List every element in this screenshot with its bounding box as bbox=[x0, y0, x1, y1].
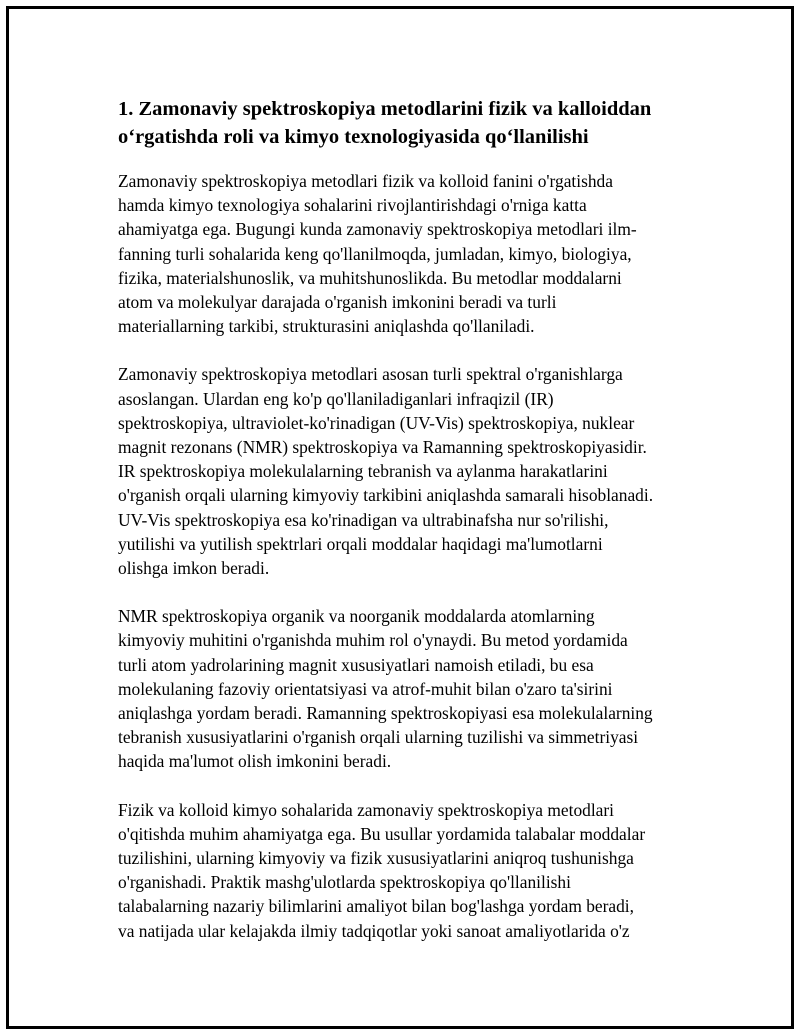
paragraph-1 bbox=[118, 169, 698, 338]
text-line: fanning turli sohalarida keng qo'llanilmoqda, jumladan, kimyo, biologiya, bbox=[118, 243, 632, 264]
text-line: fizika, materialshunoslik, va muhitshunoslikda. Bu metodlar moddalarni bbox=[118, 267, 622, 288]
text-line: magnit rezonans (NMR) spektroskopiya va Ramanning spektroskopiyasidir. bbox=[118, 437, 647, 458]
text-line: NMR spektroskopiya organik va noorganik moddalarda atomlarning bbox=[118, 606, 595, 627]
text-line: o'rganish orqali ularning kimyoviy tarkibini aniqlashda samarali hisoblanadi. bbox=[118, 485, 654, 506]
heading-line: 1. Zamonaviy spektroskopiya metodlarini fizik va kalloiddan bbox=[118, 98, 652, 120]
text-line: olishga imkon beradi. bbox=[118, 558, 270, 579]
text-line: o'qitishda muhim ahamiyatga ega. Bu usullar yordamida talabalar moddalar bbox=[118, 823, 646, 844]
paragraph-2 bbox=[118, 362, 698, 580]
text-line: aniqlashga yordam beradi. Ramanning spektroskopiyasi esa molekulalarning bbox=[118, 703, 653, 724]
text-line: ahamiyatga ega. Bugungi kunda zamonaviy spektroskopiya metodlari ilm- bbox=[118, 219, 637, 240]
heading-line: o‘rgatishda roli va kimyo texnologiyasida qo‘llanilishi bbox=[118, 126, 589, 148]
text-line: o'rganishadi. Praktik mashg'ulotlarda spektroskopiya qo'llanilishi bbox=[118, 872, 571, 893]
text-line: Zamonaviy spektroskopiya metodlari asosan turli spektral o'rganishlarga bbox=[118, 364, 623, 385]
text-line: tebranish xususiyatlarini o'rganish orqali ularning tuzilishi va simmetriyasi bbox=[118, 727, 639, 748]
text-line: molekulaning fazoviy orientatsiyasi va atrof-muhit bilan o'zaro ta'sirini bbox=[118, 678, 613, 699]
text-line: haqida ma'lumot olish imkonini beradi. bbox=[118, 751, 392, 772]
text-line: materiallarning tarkibi, strukturasini aniqlashda qo'llaniladi. bbox=[118, 316, 535, 337]
text-line: talabalarning nazariy bilimlarini amaliyot bilan bog'lashga yordam beradi, bbox=[118, 896, 634, 917]
document-body bbox=[118, 95, 698, 967]
text-line: atom va molekulyar darajada o'rganish imkonini beradi va turli bbox=[118, 292, 557, 313]
text-line: turli atom yadrolarining magnit xususiyatlari namoish etiladi, bu esa bbox=[118, 654, 594, 675]
text-line: tuzilishini, ularning kimyoviy va fizik xususiyatlarini aniqroq tushunishga bbox=[118, 848, 634, 869]
text-line: UV-Vis spektroskopiya esa ko'rinadigan va ultrabinafsha nur so'rilishi, bbox=[118, 509, 609, 530]
text-line: va natijada ular kelajakda ilmiy tadqiqotlar yoki sanoat amaliyotlarida o'z bbox=[118, 920, 630, 941]
text-line: asoslangan. Ulardan eng ko'p qo'llaniladiganlari infraqizil (IR) bbox=[118, 388, 554, 409]
paragraph-4 bbox=[118, 798, 698, 943]
text-line: IR spektroskopiya molekulalarning tebranish va aylanma harakatlarini bbox=[118, 461, 608, 482]
text-line: spektroskopiya, ultraviolet-ko'rinadigan (UV-Vis) spektroskopiya, nuklear bbox=[118, 412, 635, 433]
text-line: kimyoviy muhitini o'rganishda muhim rol o'ynaydi. Bu metod yordamida bbox=[118, 630, 628, 651]
section-heading bbox=[118, 95, 698, 151]
text-line: yutilishi va yutilish spektrlari orqali moddalar haqidagi ma'lumotlarni bbox=[118, 533, 603, 554]
text-line: hamda kimyo texnologiya sohalarini rivojlantirishdagi o'rniga katta bbox=[118, 195, 587, 216]
paragraph-3 bbox=[118, 604, 698, 773]
text-line: Fizik va kolloid kimyo sohalarida zamonaviy spektroskopiya metodlari bbox=[118, 799, 615, 820]
text-line: Zamonaviy spektroskopiya metodlari fizik va kolloid fanini o'rgatishda bbox=[118, 171, 613, 191]
